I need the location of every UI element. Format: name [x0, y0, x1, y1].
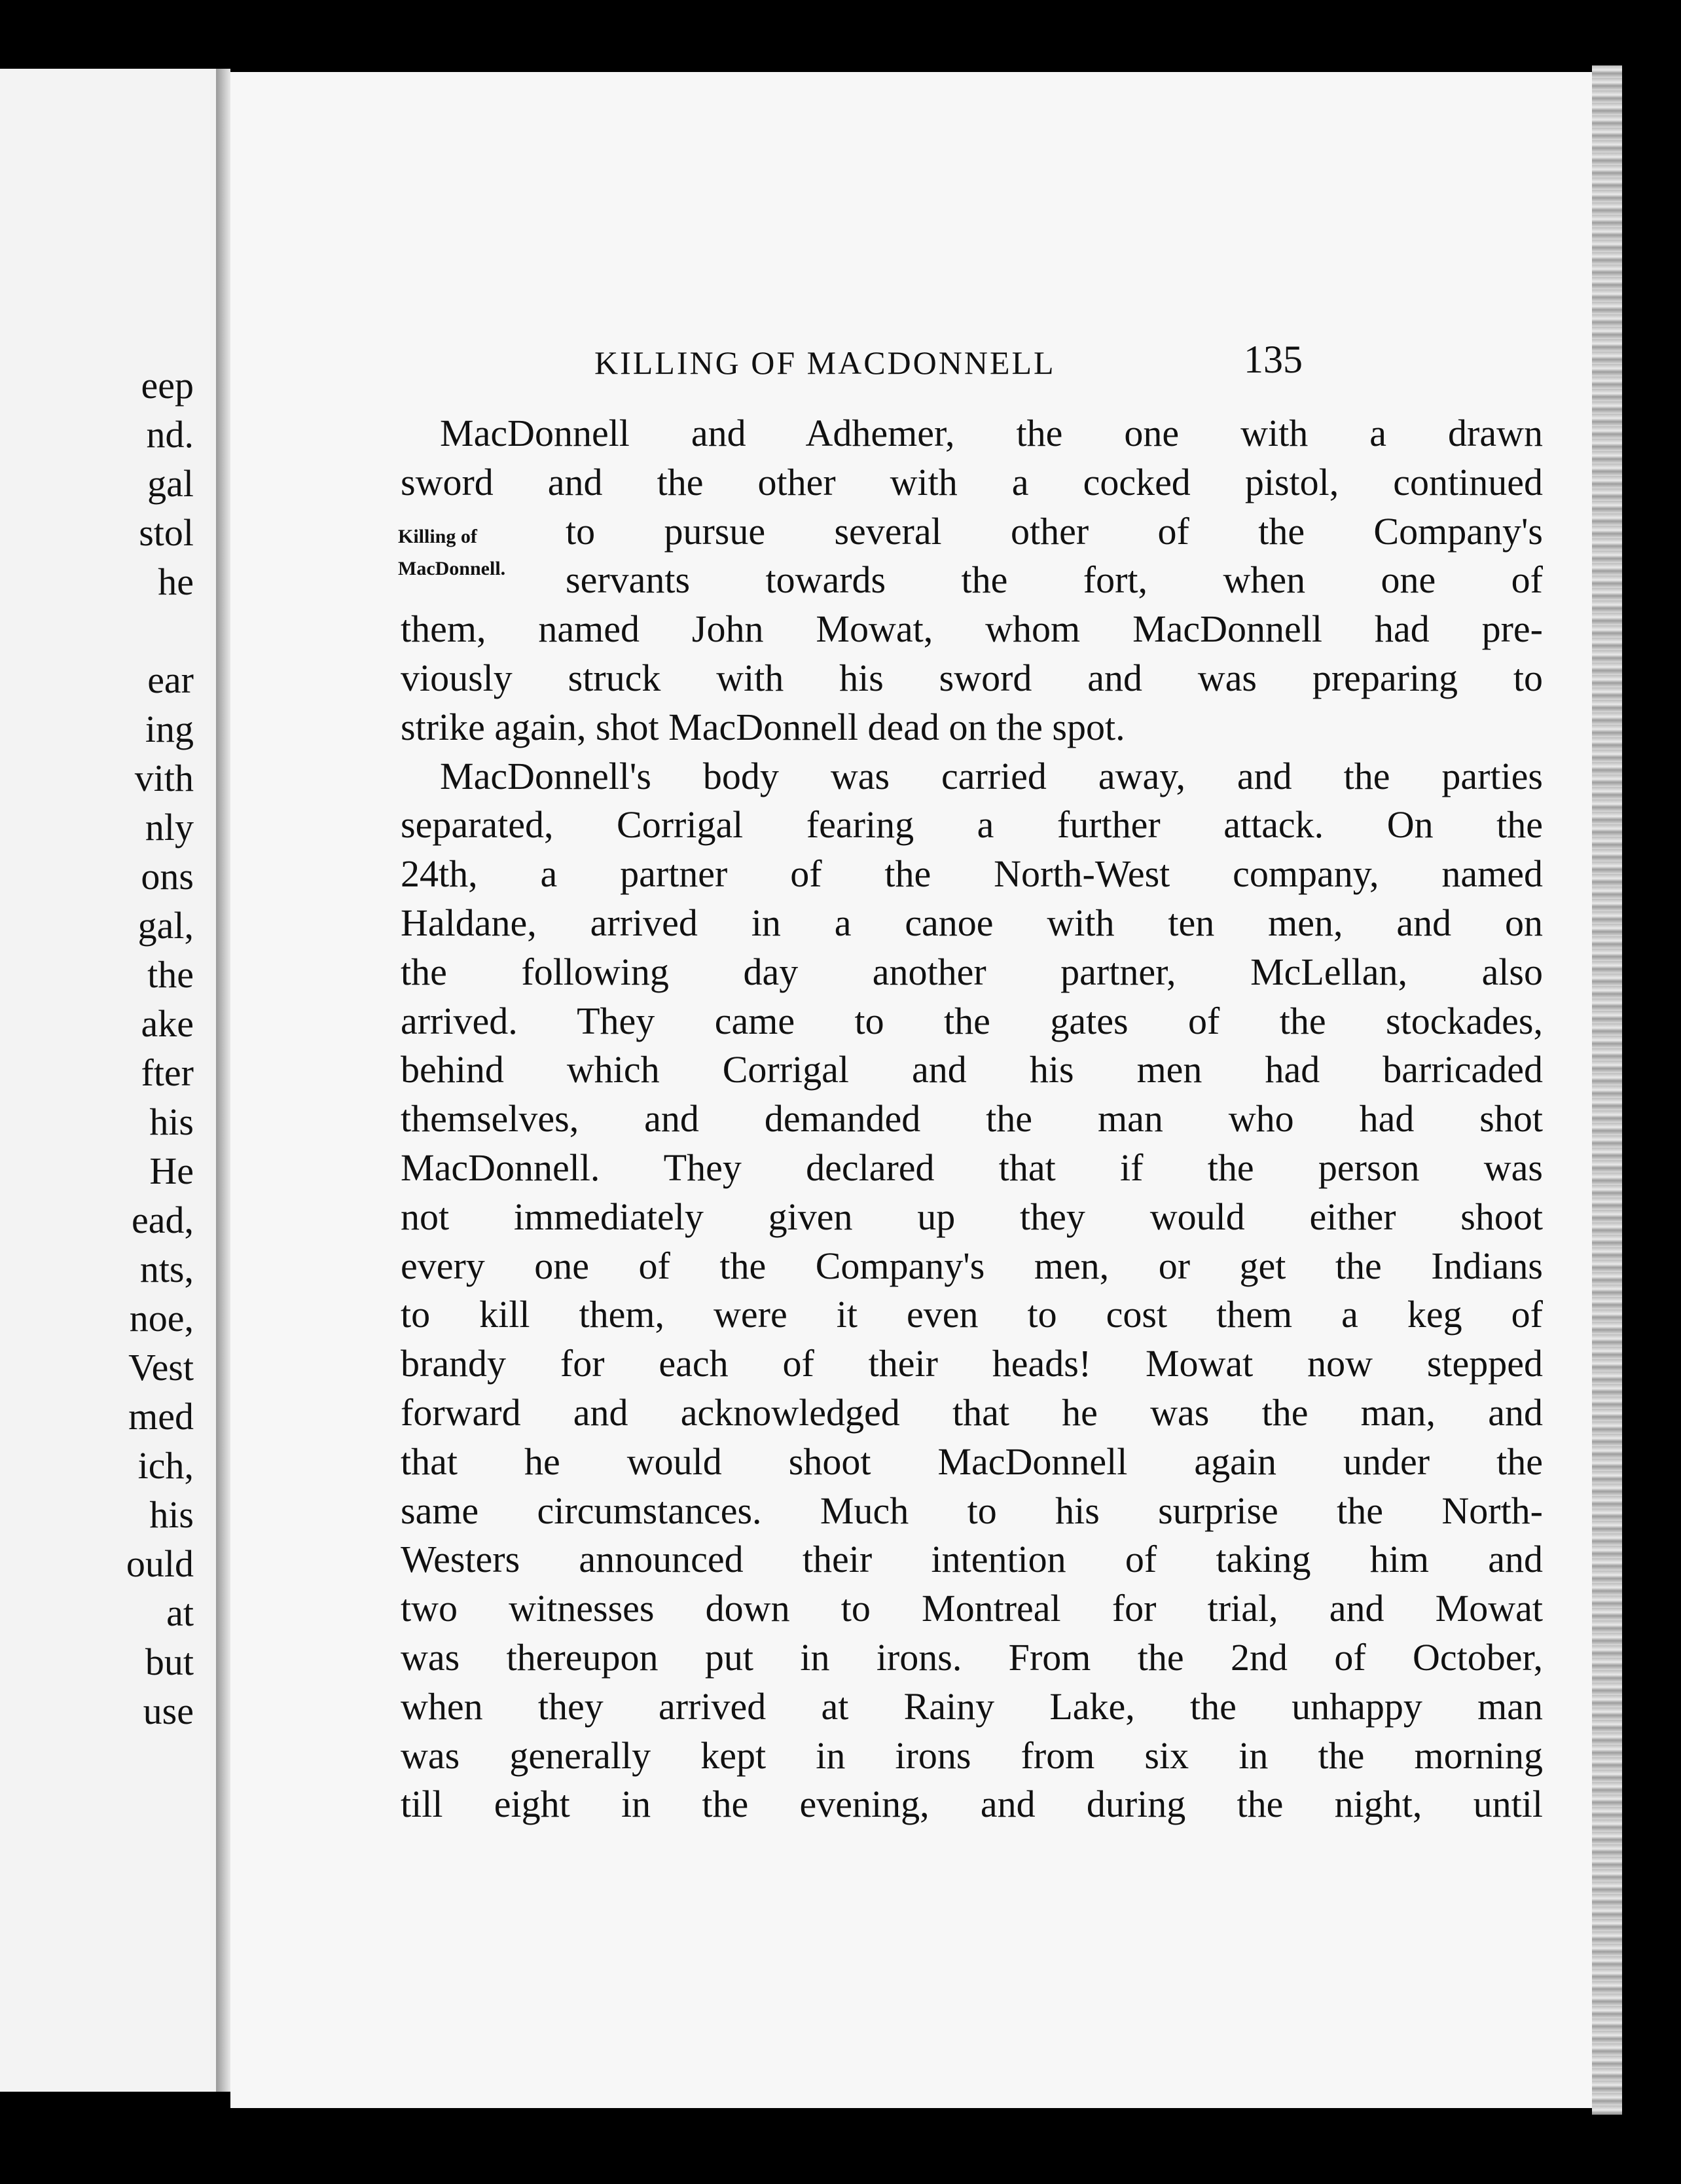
text-line: them, named John Mowat, whom MacDonnell had pre-	[401, 608, 1543, 651]
text-line: 24th, a partner of the North-West company, named	[401, 852, 1543, 896]
text-line-with-sidenote	[398, 556, 1543, 605]
running-title: KILLING OF MACDONNELL	[594, 344, 1056, 381]
text-line: when they arrived at Rainy Lake, the unhappy man	[401, 1684, 1543, 1728]
left-page-fragment: his	[149, 1101, 194, 1143]
text-line: servants towards the fort, when one of	[566, 558, 1543, 602]
text-line: same circumstances. Much to his surprise the North-	[401, 1489, 1543, 1532]
left-page-fragment: eep	[141, 364, 194, 407]
body-text	[398, 409, 1543, 1829]
text-line: two witnesses down to Montreal for trial, and Mowat	[401, 1587, 1543, 1630]
text-line: separated, Corrigal fearing a further attack. On the	[401, 803, 1543, 846]
left-page-fragment: ake	[141, 1002, 194, 1045]
text-line: behind which Corrigal and his men had barricaded	[401, 1048, 1543, 1091]
left-page-fragment: He	[149, 1150, 194, 1192]
left-page-fragment: ead,	[132, 1199, 194, 1241]
right-page	[230, 72, 1592, 2108]
left-page-fragment: at	[166, 1592, 194, 1634]
left-page-fragment: med	[128, 1395, 194, 1438]
text-line: themselves, and demanded the man who had shot	[401, 1097, 1543, 1140]
book-gutter	[216, 69, 230, 2092]
text-line: to pursue several other of the Company's	[566, 509, 1543, 553]
left-page-fragment: use	[143, 1690, 194, 1732]
left-page-fragment: Vest	[128, 1346, 194, 1389]
margin-sidenote: Killing of	[398, 525, 477, 547]
text-line: was thereupon put in irons. From the 2nd of October,	[401, 1635, 1543, 1679]
left-page-fragment: the	[147, 953, 194, 996]
left-page-fragment: ould	[126, 1542, 194, 1585]
text-line: strike again, shot MacDonnell dead on the spot.	[401, 705, 1125, 748]
left-page-fragment: ing	[145, 708, 194, 750]
left-page-fragment: noe,	[129, 1297, 194, 1339]
text-line: arrived. They came to the gates of the stockades,	[401, 999, 1543, 1042]
left-page-fragment: nly	[145, 806, 194, 848]
left-page-fragment: ear	[147, 659, 194, 701]
left-page-fragment: gal,	[137, 904, 194, 947]
page-edge	[1592, 65, 1622, 2115]
text-line: that he would shoot MacDonnell again under the	[401, 1440, 1543, 1483]
left-page-fragment: he	[158, 560, 194, 603]
left-page-fragment: stol	[139, 511, 194, 554]
text-line: to kill them, were it even to cost them a keg of	[401, 1293, 1543, 1336]
left-page-fragment: nd.	[146, 413, 194, 456]
text-line: was generally kept in irons from six in the morning	[401, 1734, 1543, 1777]
text-line: Haldane, arrived in a canoe with ten men, and on	[401, 901, 1543, 944]
page-number: 135	[1244, 338, 1303, 381]
left-facing-page	[0, 69, 220, 2092]
left-page-fragment: his	[149, 1493, 194, 1536]
left-page-fragment: gal	[147, 462, 194, 505]
left-page-fragment: but	[145, 1641, 194, 1683]
text-line: every one of the Company's men, or get the Indians	[401, 1244, 1543, 1287]
text-line-with-sidenote	[398, 507, 1543, 556]
text-line: MacDonnell's body was carried away, and the parties	[440, 754, 1543, 797]
left-page-fragment: ich,	[137, 1444, 194, 1487]
text-line: the following day another partner, McLellan, also	[401, 950, 1543, 993]
text-line: viously struck with his sword and was preparing to	[401, 656, 1543, 699]
text-line: MacDonnell. They declared that if the person was	[401, 1146, 1543, 1189]
left-page-fragment: fter	[141, 1051, 194, 1094]
text-line: forward and acknowledged that he was the man, and	[401, 1391, 1543, 1434]
text-line: brandy for each of their heads! Mowat now stepped	[401, 1342, 1543, 1385]
left-page-fragment: nts,	[139, 1248, 194, 1290]
text-line: Westers announced their intention of taking him and	[401, 1538, 1543, 1581]
text-line: sword and the other with a cocked pistol, continued	[401, 460, 1543, 503]
left-page-fragment: ons	[141, 855, 194, 898]
text-line: MacDonnell and Adhemer, the one with a drawn	[440, 412, 1543, 454]
left-page-fragment: vith	[134, 757, 194, 799]
text-line: not immediately given up they would either shoot	[401, 1195, 1543, 1238]
page-header	[230, 337, 1592, 390]
margin-sidenote: MacDonnell.	[398, 558, 506, 580]
text-line: till eight in the evening, and during the night, until	[401, 1783, 1543, 1826]
